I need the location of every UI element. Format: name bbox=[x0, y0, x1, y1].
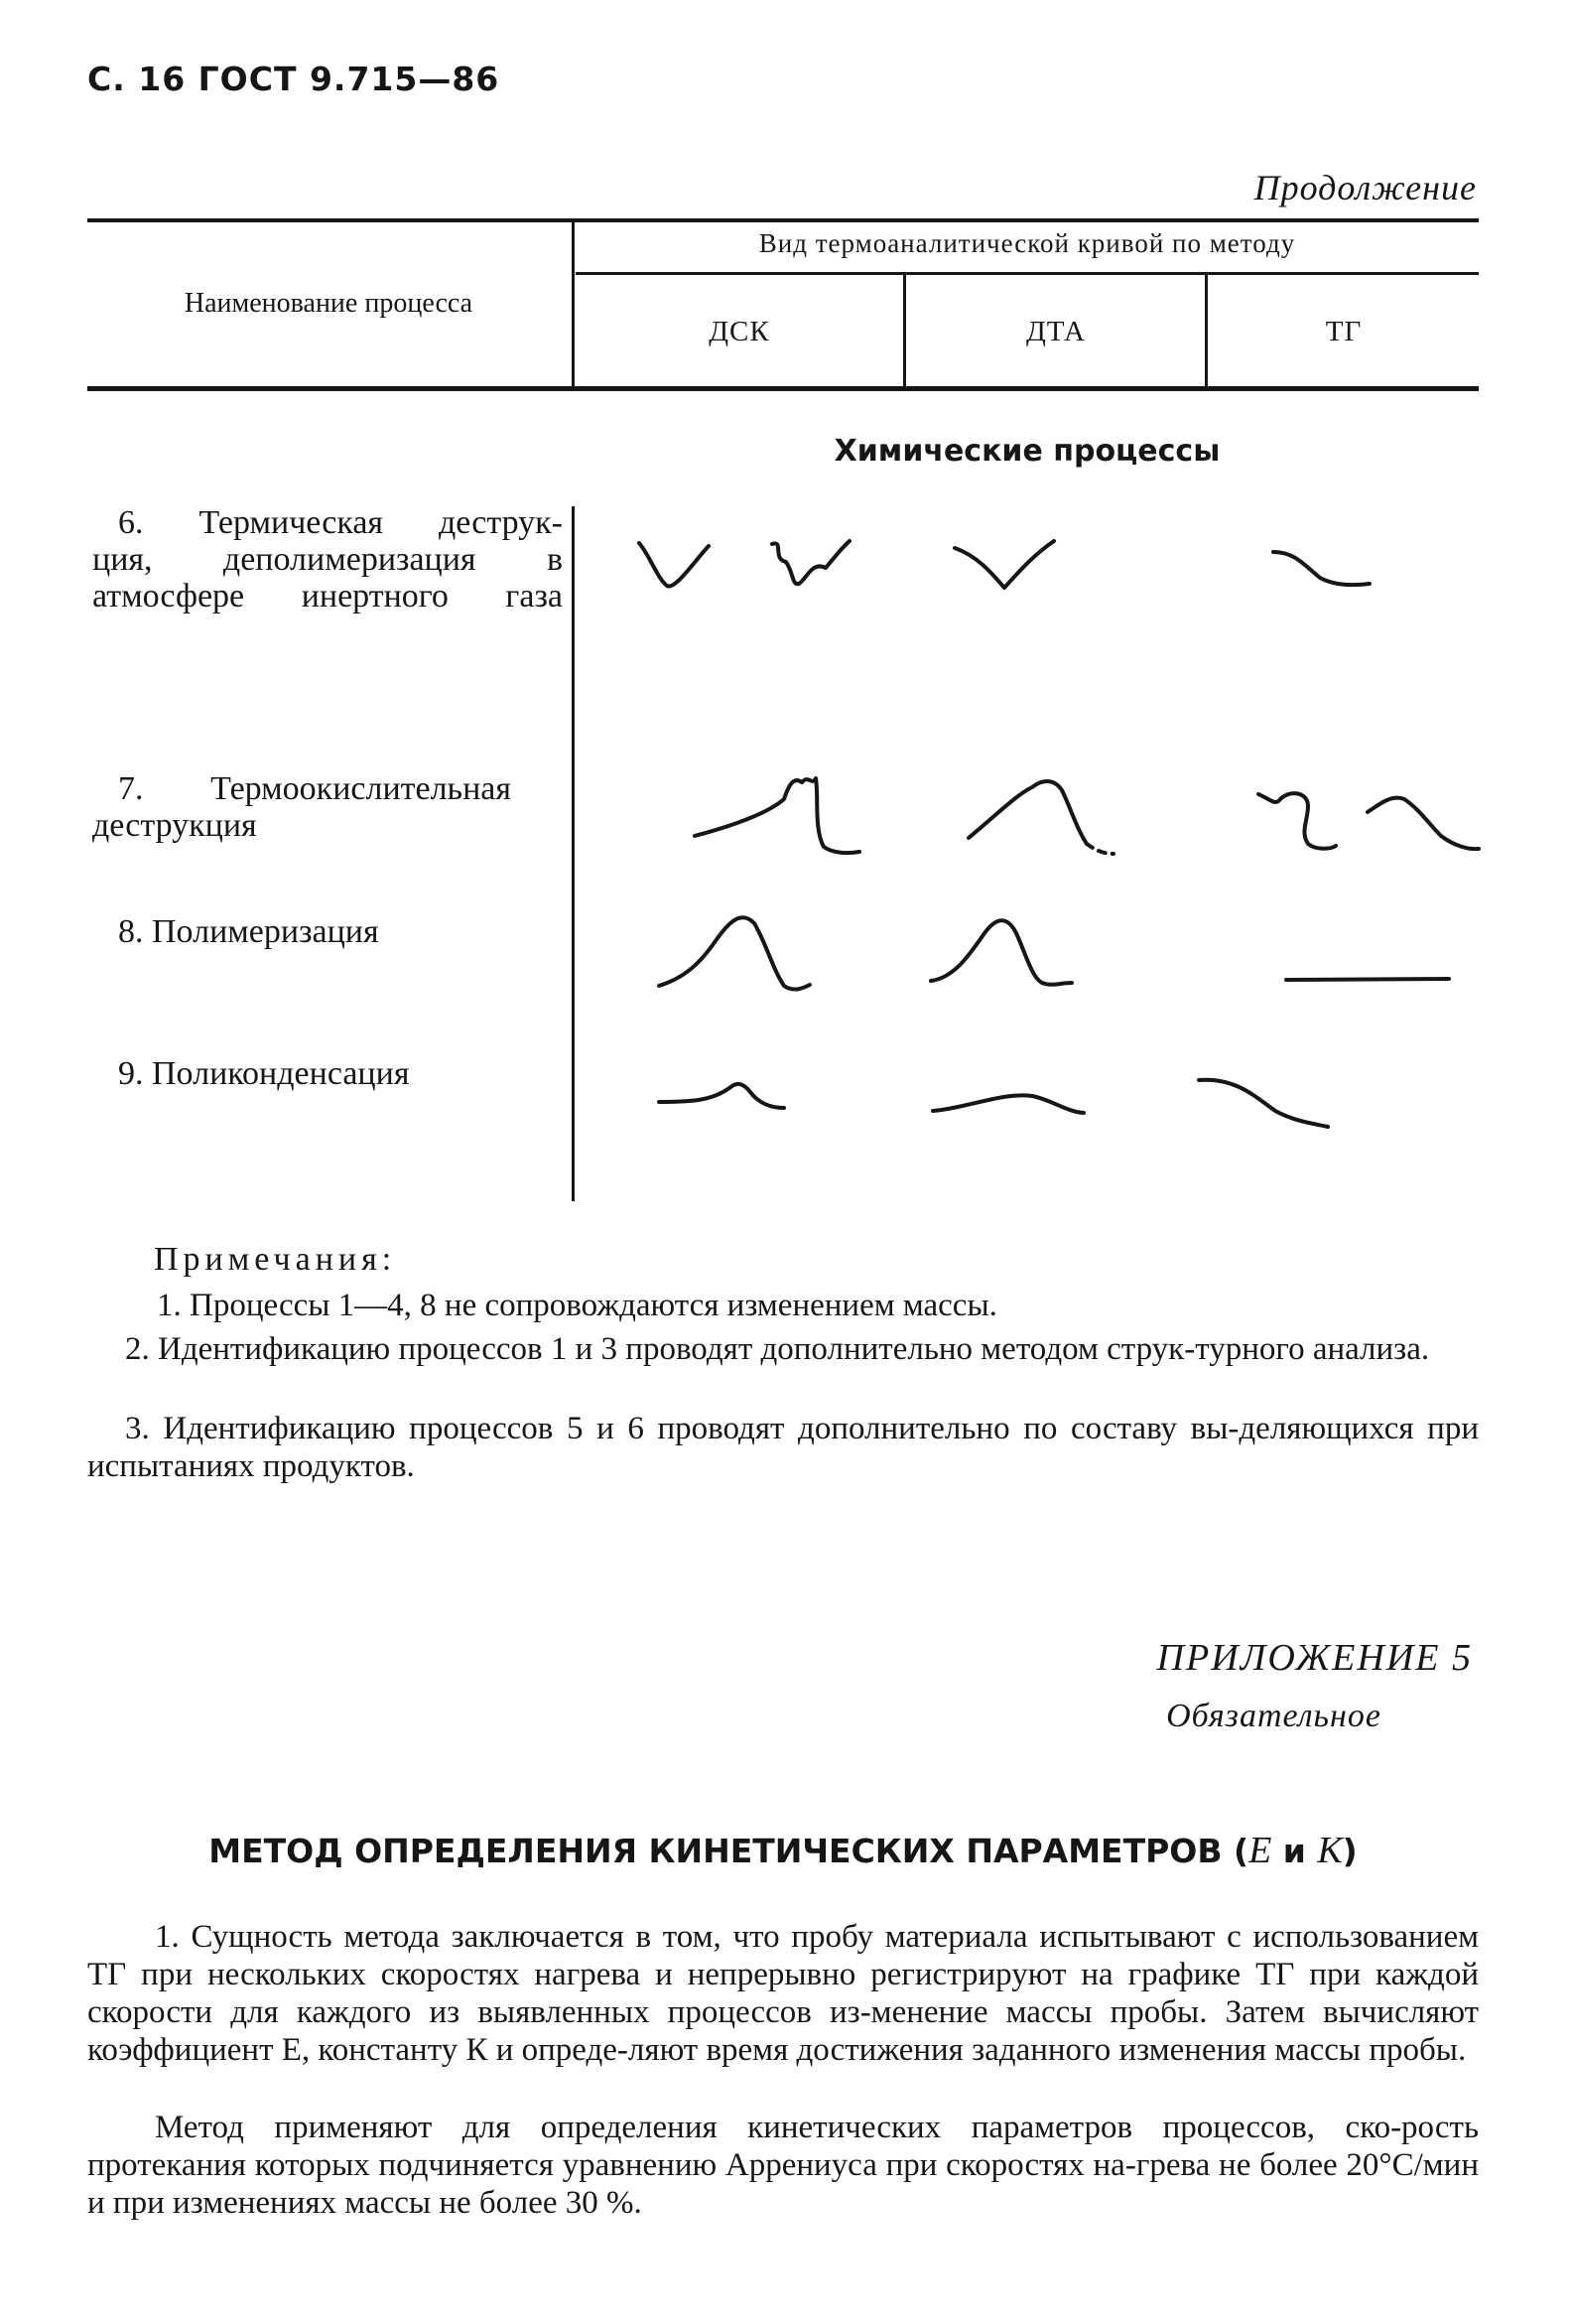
note-1: 1. Процессы 1—4, 8 не сопровождаются изменением массы. bbox=[157, 1288, 997, 1323]
method-title-prefix: МЕТОД ОПРЕДЕЛЕНИЯ КИНЕТИЧЕСКИХ ПАРАМЕТРОВ ( bbox=[208, 1832, 1249, 1870]
row-7-line-2: деструкция bbox=[92, 807, 257, 844]
header-dsc: ДСК bbox=[709, 316, 770, 347]
curve-7-tg-2 bbox=[1368, 798, 1479, 849]
curve-7-dsc bbox=[695, 778, 859, 853]
row-7-line-1: 7. Термоокислительная bbox=[118, 770, 511, 807]
header-curve-type: Вид термоаналитической кривой по методу bbox=[758, 228, 1296, 258]
appendix-title: ПРИЛОЖЕНИЕ 5 bbox=[1156, 1637, 1473, 1679]
header-process-name: Наименование процесса bbox=[184, 288, 473, 319]
method-title-k: К bbox=[1317, 1830, 1343, 1871]
method-title-and: и bbox=[1271, 1832, 1318, 1870]
row-6-line-3: атмосфере инертного газа bbox=[92, 578, 563, 615]
method-paragraph-1: 1. Сущность метода заключается в том, что пробу материала испытывают с использованием ТГ при нескольких скоростях нагрева и непрерывно регистрируют на графике ТГ при каждой скорости для каждого из выявленных процессов из-менение массы пробы. Затем вычисляют коэффициент Е, константу К и опреде-ляют время достижения заданного изменения массы пробы. bbox=[87, 1919, 1479, 2068]
curve-8-dsc bbox=[659, 917, 810, 989]
row-8-line-1: 8. Полимеризация bbox=[118, 913, 379, 950]
row-6-line-2: ция, деполимеризация в bbox=[92, 541, 563, 578]
notes-title: Примечания: bbox=[154, 1241, 397, 1278]
row-6-line-1: 6. Термическая деструк- bbox=[118, 504, 563, 541]
header-tg: ТГ bbox=[1325, 316, 1363, 347]
note-2: 2. Идентификацию процессов 1 и 3 проводят дополнительно методом струк-турного анализа. bbox=[125, 1331, 1430, 1367]
curve-6-dsc-2 bbox=[772, 541, 850, 584]
page-header: С. 16 ГОСТ 9.715—86 bbox=[87, 60, 500, 98]
method-paragraph-2: Метод применяют для определения кинетических параметров процессов, ско-рость протекания которых подчиняется уравнению Аррениуса при скоростях на-грева не более 20°С/мин и при изменениях массы не более 30 %. bbox=[87, 2110, 1479, 2221]
curve-9-tg bbox=[1199, 1080, 1328, 1127]
row-9-line-1: 9. Поликонденсация bbox=[118, 1055, 410, 1092]
method-title-e: Е bbox=[1248, 1830, 1272, 1871]
curve-7-dta-dashed bbox=[1087, 844, 1114, 854]
curve-7-tg-1 bbox=[1258, 793, 1336, 849]
curve-8-tg bbox=[1286, 979, 1449, 980]
curve-9-dsc bbox=[659, 1084, 784, 1108]
header-dta: ДТА bbox=[1026, 316, 1086, 347]
curve-6-dsc-1 bbox=[639, 543, 709, 587]
method-title-suffix: ) bbox=[1342, 1832, 1358, 1870]
curve-6-dta bbox=[955, 541, 1054, 588]
curve-6-tg bbox=[1273, 552, 1370, 585]
appendix-status: Обязательное bbox=[1166, 1698, 1381, 1734]
continuation-label: Продолжение bbox=[1253, 168, 1477, 207]
section-title: Химические процессы bbox=[834, 434, 1221, 469]
curve-8-dta bbox=[931, 920, 1072, 985]
note-3: 3. Идентификацию процессов 5 и 6 проводят дополнительно по составу вы-деляющихся при испытаниях продуктов. bbox=[87, 1411, 1479, 1484]
curve-7-dta bbox=[969, 781, 1087, 844]
curve-9-dta bbox=[933, 1095, 1084, 1113]
method-title bbox=[87, 1829, 1479, 1872]
